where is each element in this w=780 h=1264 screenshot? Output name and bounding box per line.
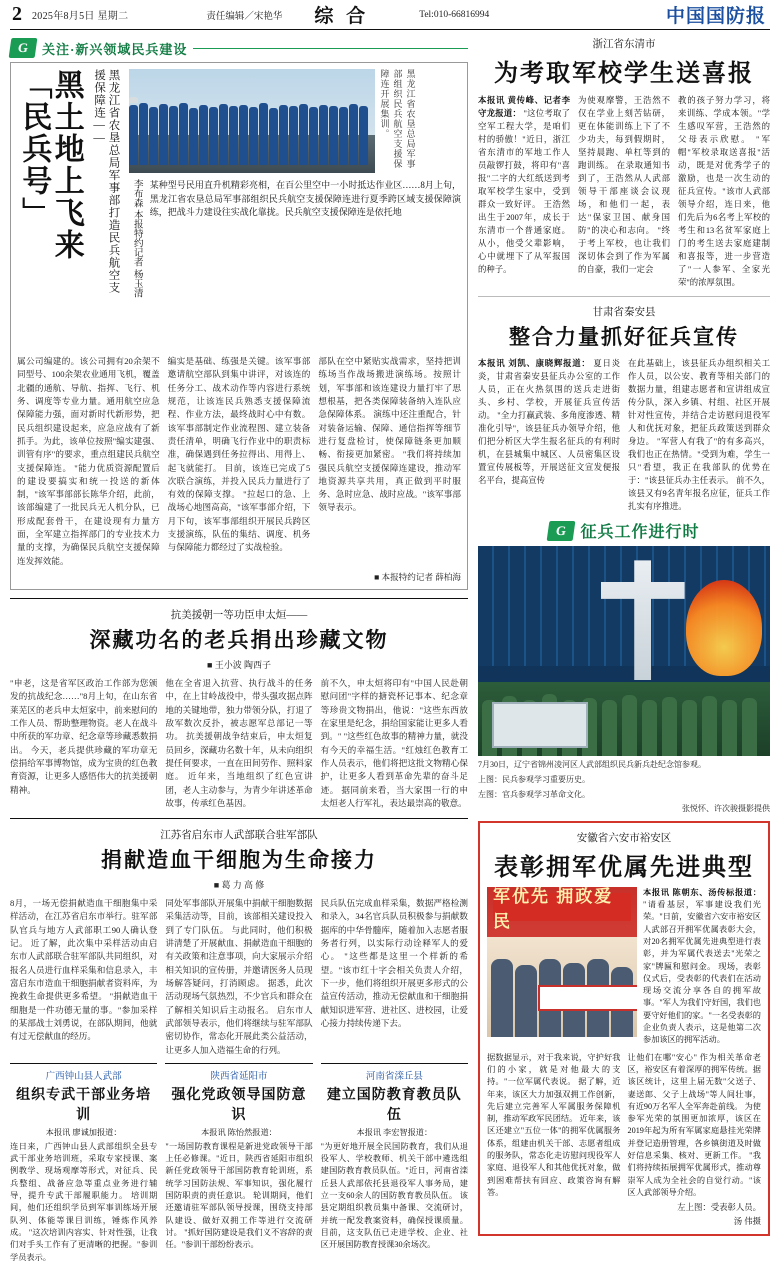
hero-author-note: 李布森 本报特约记者 杨玉清 — [131, 179, 142, 298]
brief-news-item — [321, 1063, 468, 1264]
exhibit-photo — [478, 546, 770, 756]
hero-headline: 黑土地上飞来「民兵号」 — [17, 69, 83, 261]
hero-body-columns — [17, 355, 461, 568]
left-column — [10, 36, 468, 1264]
exhibit-caption-2: 上图：民兵参观学习重要历史。 — [478, 775, 590, 785]
section-banner-militia — [10, 38, 468, 58]
brief-body: "为更好地开展全民国防教育，我们从退役军人、学校教师、机关干部中遴选组建国防教育教员队伍。"近日，河南省滦丘县人武部依托县退役军人事务局，建立一支60余人的国防教育教员队伍。 该县定期组织教员集中备课、交流研讨，并统一配发教案资料，确保授课质量。 目前，这支队伍已走进学校、企业、社区开展国防教育授课30余场次。 — [320, 1141, 468, 1250]
brief-kicker: 河南省滦丘县 — [365, 1071, 423, 1082]
brief-body: 连日来，广西钟山县人武部组织全县专武干部业务培训班，采取专家授课、案例教学、现场观摩等形式，对征兵、民兵整组、战备应急等重点业务进行辅导，提升专武干部履职能力。 培训期间，他们还组织学员到军事训练场开展队列、体能等课目训练，锤炼作风养成。 "这次培训内容实、针对性强，让我们对手头工作有了更清晰的把握。"参训学员表示。 — [10, 1141, 158, 1262]
right-article2-col-1 — [478, 357, 620, 513]
article-military-school-good-news — [478, 36, 770, 289]
right-article1-headline: 为考取军校学生送喜报 — [494, 61, 754, 87]
redbox-col-2: 据数据显示，对于我来说，守护好我们的小家，就是对他最大的支持。"一位军属代表说。 据了解，近年来，该区大力加强双拥工作创新，先后建立完善军人军属服务保障机制，推动军政军民团结。 近年来，该区还建立"五位一体"的拥军优属服务体系，组建由机关干部、志愿者组成的服务队，常态化走访慰问现役军人家庭、退役军人和其他优抚对象，做到困难帮扶有回应、政策咨询有解答。 — [487, 1052, 621, 1197]
right-divider-1 — [478, 296, 770, 297]
hero-col-3: 部队在空中紧贴实战需求，坚持把训练场当作战场搬进演练场。按照计划，军事部和该连建设力量打牢了思想根基，把各类保障装备纳入连队应急保障体系。 演练中还注重配合，针对装备运输、保障、通信指挥等细节进行复盘检讨，使保障链条更加顺畅、衔接更加紧密。 "我们将持续加强民兵航空支援保障连建设，推动军地资源共享共用，真正做到平时服务、急时应急、战时应战。"该军事部领导表示。 — [318, 356, 462, 513]
hero-byline: ■ 本报特约记者 薛柏海 — [374, 572, 461, 582]
article3-col-2: 同处军事部队开展集中捐献干细胞数据采集活动等，目前，该部相关建设投入到了专门队伍。 与此同时，他们积极讲清楚了开展献血、捐献造血干细胞的有关政策和注意事项，向大家展示介绍相关知识的宣传册，并邀请医务人员现场解答疑问，打消顾虑。 据悉，此次活动现场气氛热烈，不少官兵和群众在了解相关知识后主动报名。 启东市人武部领导表示，他们将继续与驻军部队密切协作，常态化开展此类公益活动，让更多人加入造福生命的行列。 — [165, 898, 313, 1055]
hero-deck: 某种型号民用直升机精彩亮相，在百公里空中一小时抵达作业区……8月上旬，黑龙江省农垦总局军事部组织民兵航空支援保障连进行夏季跨区域支援保障演练，把战斗力建设往实战化靠拢。民兵航空支援保障连是依托地 — [149, 180, 461, 217]
redbox-photo-caption: 左上图：受表彰人员。 — [677, 1203, 761, 1213]
brief-title: 建立国防教育教员队伍 — [326, 1087, 462, 1123]
section-banner-conscription — [478, 519, 770, 542]
hero-col-2: 编实是基础、练强是关键。该军事部邀请航空部队到集中讲评，对该连的任务分工、战术动作等内容进行系统规范，让该连民兵熟悉支援保障流程、作业方法，最终战时心中有数。该军事部制定作业流程图、建立装备责任清单，明确飞行作业中的职责标准，确保遇到任务拉得出、用得上、起飞就能打。 目前，该连已完成了5次联合演练，并投入民兵力量进行了有效的保障支撑。 "拉起口的急、上战场心地图高高，"该军事部介绍，下月下旬，该军事部组织开展民兵跨区支援演练，队伍的集结、调度、机务与保障能力都经过了实战检验。 — [167, 356, 311, 553]
right-article1-columns — [478, 94, 770, 289]
article2-col-3: 前不久，申太烜将印有"中国人民赴朝慰问团"字样的搪瓷杯记事本、纪念章等珍贵文物捐出，他说："这些东西放在家里是纪念，捐给国家能让更多人看到。" "这些红色故事的精神力量，就没有今天的幸福生活。"红烛红色教育工作人员表示，他们将把这批文物精心保护，让更多人看到革命先辈的奋斗足迹。 据同前来看，当大家围一行的申太烜老人行军礼，表达最崇高的敬意。 — [320, 678, 468, 808]
highlighted-article-box — [478, 821, 770, 1236]
brief-byline: 本报讯 廖诚加报道： — [45, 1127, 122, 1137]
redbox-col-3: 让他们在哪"安心" 作为相关革命老区，裕安区有着深厚的拥军传统。据该区统计，这里上届无数"父送子、妻送郎、父子上战场"等人间壮事，有近90万名军人全军奔赴前线。 为使参军光荣的氛围更加浓厚，该区在2019年起为所有军属家庭悬挂光荣牌并登记造册管理，各乡镇街道及时做好信息采集、核对、更新工作。 "我们将持续拓展拥军优属形式，推动尊崇军人成为全社会的自觉行动。"该区人武部领导介绍。 — [627, 1052, 761, 1197]
newspaper-title: 中国国防报 — [665, 6, 766, 27]
article3-kicker: 江苏省启东市人武部联合驻军部队 — [160, 830, 318, 842]
brief-body: "一场国防教育课程是新进党政领导干部上任必修课。"近日，陕西省延阳市组织新任党政领导干部国防教育轮训班，系统学习国防法规、军事知识，强化履行国防职责的责任意识。 轮训期间，他们还邀请驻军部队领导授课，围绕支持部队建设、做好双拥工作等进行交流研讨。 "抓好国防建设是我们义不容辞的责任。"参训干部纷纷表示。 — [165, 1141, 313, 1250]
article-conscription-publicity — [478, 304, 770, 513]
redbox-col-1: "请看基层，军事建设我们光荣。"日前，安徽省六安市裕安区人武部召开拥军优属表彰大会，对20名拥军优属先进典型进行表彰，并为军属代表送去"光荣之家"牌匾和慰问金。 现场，表彰仪式后，受表彰的代表们在活动现场交流分享各自的拥军故事。"军人为我们守好国，我们也要守好他们的家。"一名受表彰的企业负责人表示，这是他第二次参加该区的拥军活动。 — [643, 900, 761, 1045]
conscription-banner-title: 征兵工作进行时 — [580, 524, 700, 542]
right-article1-col1-text: "这位考取了空军工程大学，是咱们村的骄傲！"近日，浙江省东清市的军地工作人员敲锣打鼓，将印有"喜报"二字的大红纸送到考取军校学生家中，受到群众一致好评。 王浩然出生于2007年，成长于东清市一个普通家庭。从小，他受父辈影响，心中就埋下了从军报国的种子。 — [478, 109, 571, 275]
right-article1-kicker: 浙江省东清市 — [592, 39, 656, 50]
green-flag-icon: G — [9, 38, 38, 58]
hero-subhead: 黑龙江省农垦总局军事部打造民兵航空支援保障连—— — [93, 69, 120, 294]
contact-telephone: Tel:010-66816994 — [419, 9, 490, 20]
page-number: 2 — [12, 3, 22, 25]
exhibit-photo-credit: 张悦怀、许次骏摄影提供 — [682, 804, 770, 814]
brief-kicker: 广西钟山县人武部 — [45, 1071, 122, 1082]
right-article2-lead: 本报讯 刘凯、康晓辉报道： — [478, 359, 591, 369]
brief-byline: 本报讯 李宏智报道： — [356, 1127, 433, 1137]
brief-title: 组织专武干部业务培训 — [16, 1087, 152, 1123]
article2-authors: ■ 王小波 陶西子 — [207, 660, 271, 670]
article2-kicker: 抗美援朝一等功臣申太烜—— — [170, 610, 308, 621]
article3-columns — [10, 897, 468, 1057]
award-ceremony-photo — [487, 887, 637, 1037]
hero-photo — [129, 69, 375, 173]
brief-byline: 本报讯 陈怡然报道： — [201, 1127, 277, 1137]
brief-title: 强化党政领导国防意识 — [171, 1087, 307, 1123]
photo-banner-text: 军优先 拥政爱民 — [493, 893, 631, 921]
section-banner-title: 关注·新兴领域民兵建设 — [42, 41, 188, 57]
right-article2-columns — [478, 357, 770, 513]
right-article2-col-2: 在此基础上，该县征兵办组织相关工作人员，以公安、教育等相关部门的数据力量，组建志愿者和宣讲组成宣传分队，深入乡镇、村组、社区开展针对性宣传，并结合走访慰问退役军人和优抚对象，把征兵政策送到群众身边。 "军营人有我了"的有多高兴，我们也正在热情。"受到为难，学生一只"看望，我正在我部队的优势在于："该县征兵办主任表示。 前不久，该县又有9名青年报名应征，征兵工作扎实有序推进。 — [628, 359, 770, 512]
section-name: 综 合 — [314, 6, 370, 27]
article3-col-1: 8月，一场无偿捐献造血干细胞集中采样活动，在江苏省启东市举行。驻军部队官兵与地方人武部职工90人确认登记。 近了解，此次集中采样活动由启东市人武部联合驻军部队共同组织，对报名人员进行血样采集和信息录入，丰富启东市造血干细胞捐献者资料库，为挽救生命提供更多希望。 "捐献造血干细胞是一件功德无量的事。"参加采样的某部战士刘勇说，在部队期间，他就有过无偿献血的经历。 — [10, 898, 158, 1042]
right-article1-lead: 本报讯 黄传峰、记者李守龙报道： — [478, 96, 570, 119]
divider-1 — [10, 598, 468, 599]
brief-news-item — [10, 1063, 157, 1264]
article3-authors: ■ 葛 力 高 修 — [213, 880, 265, 891]
hero-photo-caption: 黑龙江省农垦总局军事部组织民兵航空支援保障连开展集训。 — [379, 69, 416, 169]
brief-news-item — [165, 1063, 312, 1264]
hero-col-1: 属公司编建的。该公司拥有20余架不同型号、100余架农业通用飞机，覆盖北疆的通航、导航、指挥、飞行、机务、调度等专业力量。通用航空应急保障能力强，面对新时代新形势，把民兵组织建设起来，应急应战有了新抓手。为此，该单位按照"编实建强、训管有序"的要求，重点组建民兵航空支援保障连。 "能力优质资源配置后的建设要搞实和统一投送的新体制，"该军事部部长陈华介绍，此前，该部编建了一批民兵无人机分队，已形成配套骨干，在建设现有力量方面，全军建立指挥部门的专业技术力量的支撑，为确保民兵航空支援保障连发挥效能。 — [17, 356, 160, 566]
article-stem-cell-donation — [10, 827, 468, 1057]
responsible-editor: 责任编辑／宋艳华 — [206, 11, 283, 22]
masthead — [10, 0, 770, 30]
redbox-photo-credit: 汤 伟摄 — [733, 1217, 761, 1227]
right-column — [478, 36, 770, 1264]
right-article1-col-2: 为使观摩警，王浩然不仅在学业上刻苦钻研，更在体能训练上下了不少功夫，每到假期时，坚持晨跑、单杠等到的跑训练。 在录取通知书到了，王浩然从人武部领导干部座谈会议现场，和他们一起，表达"保家卫国、献身国防"的决心和志向。 "终于考上军校，也让我们深切体会到了作为军属的自豪，我们一定会 — [578, 96, 670, 275]
right-article2-col1-text: 夏日炎炎，甘肃省秦安县征兵办公室的工作人员，正在火热氛围的送兵走进街头、乡村、学校，开展征兵宣传活动。 "全力打赢武装、多角度渗透、精准化引导"，该县征兵办领导介绍，他们把分析区大学生报名征兵的有利时机，在县城集中城区、人员密集区设置宣传展板等，开展送征文宣发便报名平台，提高宣传 — [478, 359, 621, 486]
right-article2-kicker: 甘肃省秦安县 — [592, 307, 656, 319]
article3-headline: 捐献造血干细胞为生命接力 — [101, 848, 377, 873]
article3-col-3: 民兵队伍完成血样采集，数据严格检测和录入，34名官兵队员积极参与捐献数据库的中华骨髓库，随着加入志愿者服务者行列，以实际行动诠释军人的爱心。 "这些都是这里一个样新的希望。"该市红十字会相关负责人介绍，下一步，他们将组织开展更多形式的公益宣传活动，推动无偿献血和干细胞捐献知识进军营、进社区、进校园，让爱心接力持续传递下去。 — [320, 898, 468, 1028]
publication-date: 2025年8月5日 星期二 — [32, 11, 129, 22]
divider-2 — [10, 818, 468, 819]
article2-col-1: "申老，这是省军区政治工作部为您颁发的抗战纪念……"8月上旬，在山东省莱芜区的老兵申太烜家中，前来慰问的工作人员、帮助整理物资。老人在战斗中所获的军功章、纪念章等珍藏悉数捐出。 今天，老兵提供珍藏的军功章无偿捐给军事博物馆，成为宝贵的红色教育资源，让更多人感悟伟大的抗美援朝精神。 — [10, 678, 158, 795]
article2-col-2: 他在全省退入抗营、执行战斗的任务中，在上甘岭战役中，带头强攻据点阵地的关键地带，独力带领分队，打退了敌军数次反扑，被志愿军总部记一等功。 抗美援朝战争结束后，申太烜复员回乡，深藏功名数十年，从未向组织提任何要求，一直在田间劳作、照料家庭。 近年来，当地组织了红色宣讲团，老人主动参与，为青少年讲述革命故事，传承红色基因。 — [165, 678, 313, 808]
article2-headline: 深藏功名的老兵捐出珍藏文物 — [89, 628, 389, 652]
redbox-kicker: 安徽省六安市裕安区 — [576, 832, 672, 844]
right-article1-col-3: 教的孩子努力学习，将来训练、学成本领。"学生感叹军营，王浩然的父母表示欣慰。 "军帽"军校录取送喜报"活动，既是对优秀学子的激励，也是一次生动的征兵宣传。"该市人武部领导介绍，连日来，他们先后为6名考上军校的考生和13名贫军家庭上门的考生送去家庭建制和喜报等，进一步营造了"一人参军、全家光荣"的浓厚氛围。 — [678, 96, 770, 288]
exhibit-caption-1: 7月30日，辽宁省锦州凌河区人武部组织民兵新兵赴纪念馆参观。 — [478, 760, 706, 770]
right-article2-headline: 整合力量抓好征兵宣传 — [509, 325, 739, 350]
redbox-lead: 本报讯 陈朝东、汤传标报道： — [643, 887, 761, 897]
brief-kicker: 陕西省延阳市 — [210, 1071, 268, 1082]
brief-news-strip — [10, 1063, 468, 1264]
exhibit-caption-3: 左图：官兵参观学习革命文化。 — [478, 789, 590, 799]
redbox-headline: 表彰拥军优属先进典型 — [494, 854, 754, 881]
article2-columns — [10, 677, 468, 810]
green-flag-icon: G — [547, 521, 576, 541]
redbox-columns — [487, 1052, 761, 1200]
hero-article — [10, 62, 468, 590]
article-veteran-donation — [10, 607, 468, 810]
page-columns — [10, 36, 770, 1264]
exhibit-photo-block — [478, 546, 770, 814]
right-article1-col-1 — [478, 94, 570, 289]
hero-top — [17, 69, 461, 349]
banner-rule — [193, 48, 468, 49]
